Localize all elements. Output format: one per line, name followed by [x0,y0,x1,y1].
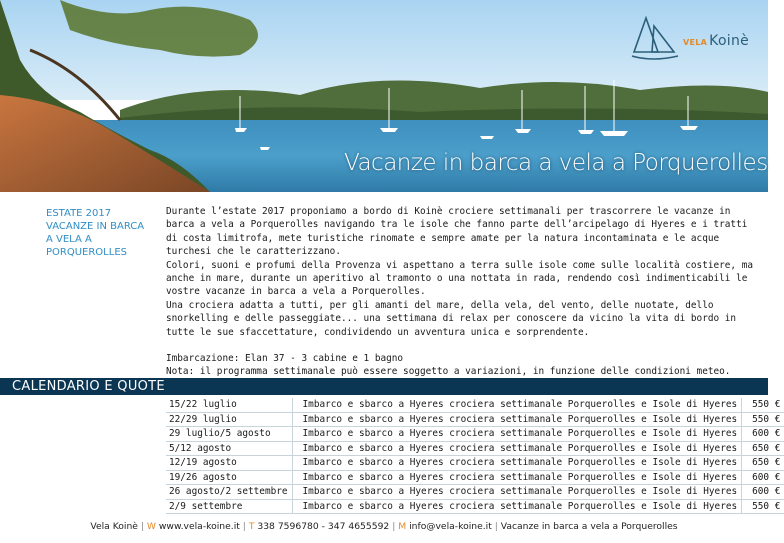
brand-wordmark: Koinè [709,33,750,49]
website-link[interactable]: www.vela-koine.it [158,521,240,532]
price-cell: 600 € [742,470,784,485]
table-row [166,427,784,442]
footer-contacts: Vela Koinè | W www.vela-koine.it | T 338 7596780 - 347 4655592 | M info@vela-koine.it | Vacanze in barca a vela a Porquerolles [90,521,678,532]
date-cell: 5/12 agosto [166,441,292,456]
trip-cell: Imbarco e sbarco a Hyeres crociera settimanale Porquerolles e Isole di Hyeres [292,499,742,514]
schedule-note: Nota: il programma settimanale può essere soggetto a variazioni, in funzione delle condizioni meteo. [166,366,731,378]
calendar-table [166,398,784,514]
date-cell: 22/29 luglio [166,412,292,427]
trip-cell: Imbarco e sbarco a Hyeres crociera settimanale Porquerolles e Isole di Hyeres [292,412,742,427]
price-cell: 550 € [742,412,784,427]
brand-prefix: VELA [683,38,708,47]
mail-key: M [398,521,407,532]
footer-tagline: Vacanze in barca a vela a Porquerolles [500,521,678,532]
calendar-title: CALENDARIO E QUOTE [12,379,165,394]
page-title: Vacanze in barca a vela a Porquerolles [344,150,768,176]
intro-paragraph: Colori, suoni e profumi della Provenza vi aspettano a terra sulle isole come sulle località costiere, ma anche in mare, durante un aperitivo al tramonto o una nottata in rada, rendendo così indimenticabili le vostre vacanze in barca a vela a Porquerolles. [166,259,753,298]
table-row [166,485,784,500]
phone-numbers[interactable]: 338 7596780 - 347 4655592 [257,521,390,532]
footer-brand: Vela Koinè [90,521,138,532]
table-row [166,398,784,412]
table-row [166,441,784,456]
table-row [166,499,784,514]
table-row [166,412,784,427]
price-cell: 600 € [742,485,784,500]
email-link[interactable]: info@vela-koine.it [409,521,492,532]
price-cell: 650 € [742,456,784,471]
web-key: W [146,521,156,532]
date-cell: 2/9 settembre [166,499,292,514]
trip-cell: Imbarco e sbarco a Hyeres crociera settimanale Porquerolles e Isole di Hyeres [292,427,742,442]
intro-paragraph: Una crociera adatta a tutti, per gli amanti del mare, della vela, del vento, delle nuotate, dello snorkelling e delle passeggiate... una settimana di relax per conoscere da vicino la vita di bordo in tutte le sue sfaccettature, condividendo un avventura unica e sorprendente. [166,299,737,338]
date-cell: 15/22 luglio [166,398,292,412]
intro-paragraph: Durante l’estate 2017 proponiamo a bordo di Koinè crociere settimanali per trascorrere le vacanze in barca a vela a Porquerolles navigando tra le isole che fanno parte dell’arcipelago di Hyeres e i tratti di costa limitrofa, mete turistiche rinomate e sempre amate per la natura incontaminata e le acque turchesi che le caratterizzano. [166,206,748,258]
boat-info: Imbarcazione: Elan 37 - 3 cabine e 1 bagno [166,353,404,365]
trip-cell: Imbarco e sbarco a Hyeres crociera settimanale Porquerolles e Isole di Hyeres [292,398,742,412]
brand-name [683,33,749,49]
date-cell: 26 agosto/2 settembre [166,485,292,500]
trip-cell: Imbarco e sbarco a Hyeres crociera settimanale Porquerolles e Isole di Hyeres [292,470,742,485]
intro-text [166,205,758,379]
section-label: ESTATE 2017 VACANZE IN BARCA A VELA A PORQUEROLLES [46,208,145,258]
trip-cell: Imbarco e sbarco a Hyeres crociera settimanale Porquerolles e Isole di Hyeres [292,485,742,500]
date-cell: 19/26 agosto [166,470,292,485]
price-cell: 650 € [742,441,784,456]
date-cell: 12/19 agosto [166,456,292,471]
price-cell: 600 € [742,427,784,442]
table-row [166,456,784,471]
trip-cell: Imbarco e sbarco a Hyeres crociera settimanale Porquerolles e Isole di Hyeres [292,441,742,456]
price-cell: 550 € [742,499,784,514]
phone-key: T [248,521,255,532]
trip-cell: Imbarco e sbarco a Hyeres crociera settimanale Porquerolles e Isole di Hyeres [292,456,742,471]
price-cell: 550 € [742,398,784,412]
table-row [166,470,784,485]
date-cell: 29 luglio/5 agosto [166,427,292,442]
hero-photo [0,0,768,192]
